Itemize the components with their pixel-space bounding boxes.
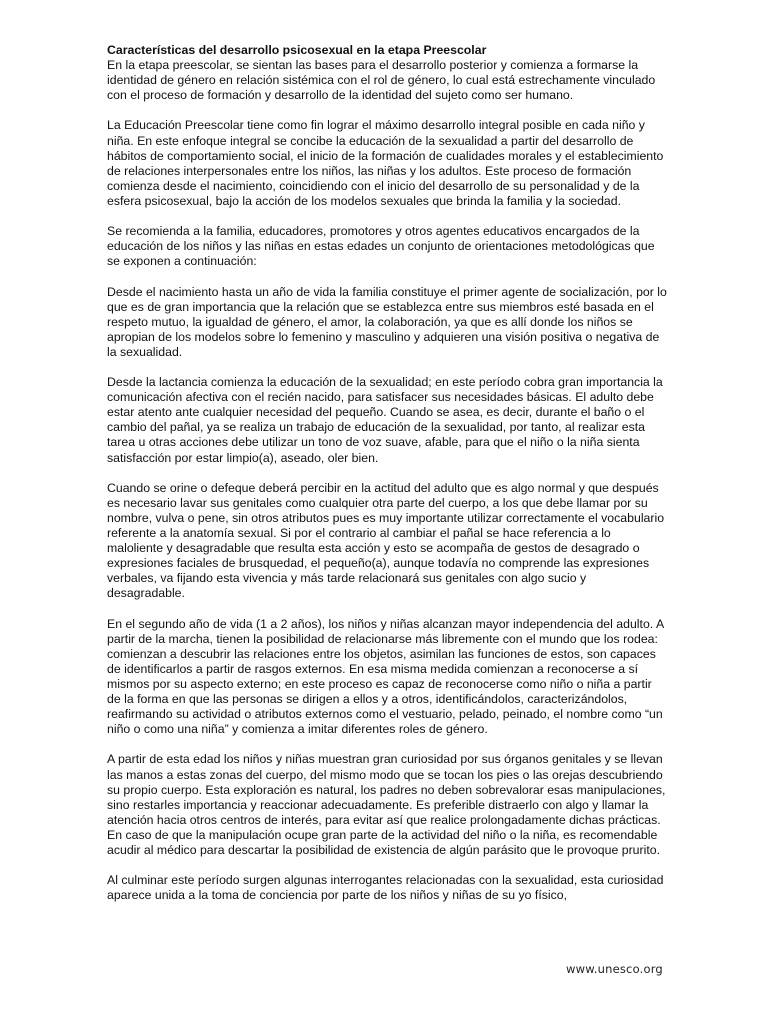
paragraph-5: Desde la lactancia comienza la educación de la sexualidad; en este período cobra gran importancia la comunicación afectiva con el recién nacido, para satisfacer sus necesidades básicas. El adulto debe estar atento ante cualquier necesidad del pequeño. Cuando se asea, es decir, durante el baño o el cambio del pañal, ya se realiza un trabajo de educación de la sexualidad, por tanto, al realizar esta tarea u otras acciones debe utilizar un tono de voz suave, afable, para que el niño o la niña sienta satisfacción por estar limpio(a), aseado, oler bien. [107,375,663,465]
paragraph-1: En la etapa preescolar, se sientan las bases para el desarrollo posterior y comienza a formarse la identidad de género en relación sistémica con el rol de género, lo cual está estrechamente vinculado con el proceso de formación y desarrollo de la identidad del sujeto como ser humano. [107,58,656,103]
footer-url: www.unesco.org [566,962,663,976]
document-title: Características del desarrollo psicosexual en la etapa Preescolar [107,43,487,57]
paragraph-3: Se recomienda a la familia, educadores, promotores y otros agentes educativos encargados de la educación de los niños y las niñas en estas edades un conjunto de orientaciones metodológicas que se exponen a continuación: [107,224,655,269]
paragraph-6: Cuando se orine o defeque deberá percibir en la actitud del adulto que es algo normal y que después es necesario lavar sus genitales como cualquier otra parte del cuerpo, a los que debe llamar por su nombre, vulva o pene, sin otros atributos pues es muy importante utilizar correctamente el vocabulario referente a la anatomía sexual. Si por el contrario al cambiar el pañal se hace referencia a lo maloliente y desagradable que resulta esta acción y esto se acompaña de gestos de desagrado o expresiones faciales de brusquedad, el pequeño(a), aunque todavía no comprende las expresiones verbales, va fijando esta vivencia y más tarde relacionará sus genitales con algo sucio y desagradable. [107,480,665,601]
paragraph-7: En el segundo año de vida (1 a 2 años), los niños y niñas alcanzan mayor independencia del adulto. A partir de la marcha, tienen la posibilidad de relacionarse más libremente con el mundo que los rodea: comienzan a descubrir las relaciones entre los objetos, asimilan las funciones de estos, son capaces de identificarlos a partir de rasgos externos. En esa misma medida comienzan a reconocerse a sí mismos por su aspecto externo; en este proceso es capaz de reconocerse como niño o niña a partir de la forma en que las personas se dirigen a ellos y a otros, identificándolos, caracterizándolos, reafirmando su actividad o atributos externos como el vestuario, pelado, peinado, el nombre como “un niño o como una niña” y comienza a imitar diferentes roles de género. [107,616,664,737]
paragraph-9: Al culminar este período surgen algunas interrogantes relacionadas con la sexualidad, esta curiosidad aparece unida a la toma de conciencia por parte de los niños y niñas de su yo físico, [107,873,664,903]
paragraph-2: La Educación Preescolar tiene como fin lograr el máximo desarrollo integral posible en cada niño y niña. En este enfoque integral se concibe la educación de la sexualidad a partir del desarrollo de hábitos de comportamiento social, el inicio de la formación de cualidades morales y el establecimiento de relaciones interpersonales entre los niños, las niñas y los adultos. Este proceso de formación comienza desde el nacimiento, coincidiendo con el inicio del desarrollo de su personalidad y de la esfera psicosexual, bajo la acción de los modelos sexuales que brinda la familia y la sociedad. [107,118,664,208]
paragraph-4: Desde el nacimiento hasta un año de vida la familia constituye el primer agente de socialización, por lo que es de gran importancia que la relación que se establezca entre sus miembros esté basada en el respeto mutuo, la igualdad de género, el amor, la colaboración, ya que es allí donde los niños se apropian de los modelos sobre lo femenino y masculino y adquieren una visión positiva o negativa de la sexualidad. [107,284,667,359]
paragraph-8: A partir de esta edad los niños y niñas muestran gran curiosidad por sus órganos genitales y se llevan las manos a estas zonas del cuerpo, del mismo modo que se tocan los pies o las orejas descubriendo su propio cuerpo. Esta exploración es natural, los padres no deben sobrevalorar esas manipulaciones, sino restarles importancia y reaccionar adecuadamente. Es preferible distraerlo con algo y llamar la atención hacia otros centros de interés, para evitar así que realice prolongadamente dichas prácticas. En caso de que la manipulación ocupe gran parte de la actividad del niño o la niña, es recomendable acudir al médico para descartar la posibilidad de existencia de algún parásito que le provoque prurito. [107,752,666,857]
document-page [107,43,667,918]
